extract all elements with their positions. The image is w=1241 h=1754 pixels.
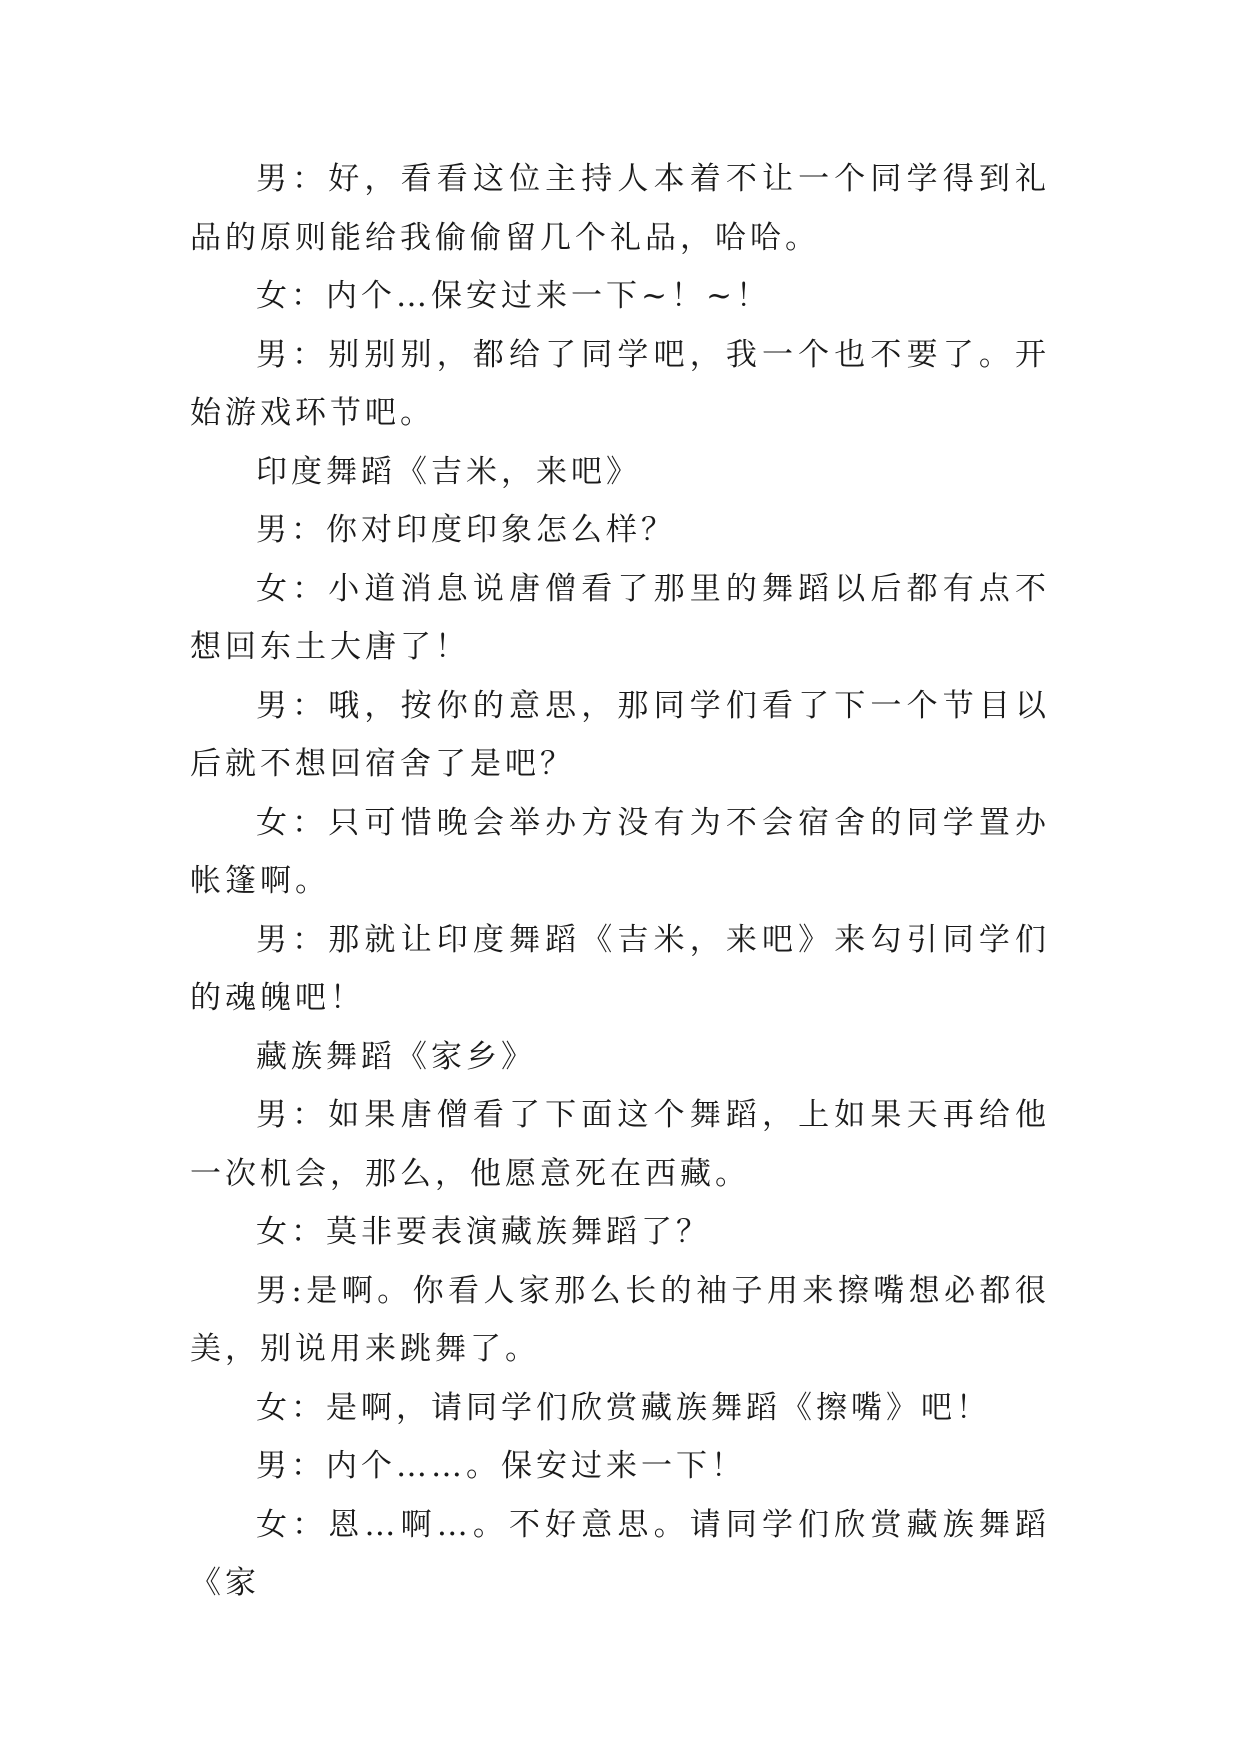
dialogue-paragraph: 男：哦，按你的意思，那同学们看了下一个节目以后就不想回宿舍了是吧？ xyxy=(190,687,1050,782)
dialogue-paragraph: 男：你对印度印象怎么样？ xyxy=(256,512,676,548)
dialogue-paragraph: 女：内个…保安过来一下~！~！ xyxy=(256,278,771,314)
dialogue-paragraph: 女：是啊，请同学们欣赏藏族舞蹈《擦嘴》吧！ xyxy=(256,1389,991,1426)
dialogue-paragraph: 女：莫非要表演藏族舞蹈了？ xyxy=(256,1214,711,1250)
program-title: 藏族舞蹈《家乡》 xyxy=(256,1038,536,1075)
dialogue-paragraph: 男：好，看看这位主持人本着不让一个同学得到礼品的原则能给我偷偷留几个礼品，哈哈。 xyxy=(190,161,1050,256)
dialogue-paragraph: 男：如果唐僧看了下面这个舞蹈，上如果天再给他一次机会，那么，他愿意死在西藏。 xyxy=(190,1097,1050,1192)
dialogue-paragraph: 男：内个……。保安过来一下！ xyxy=(256,1448,746,1484)
dialogue-paragraph: 女：小道消息说唐僧看了那里的舞蹈以后都有点不想回东土大唐了！ xyxy=(190,570,1050,665)
dialogue-paragraph: 女：只可惜晚会举办方没有为不会宿舍的同学置办帐篷啊。 xyxy=(190,804,1050,899)
dialogue-paragraph: 男：别别别，都给了同学吧，我一个也不要了。开始游戏环节吧。 xyxy=(190,336,1050,431)
dialogue-paragraph: 男：那就让印度舞蹈《吉米，来吧》来勾引同学们的魂魄吧！ xyxy=(190,921,1050,1016)
program-title: 印度舞蹈《吉米，来吧》 xyxy=(256,453,641,490)
dialogue-paragraph: 男:是啊。你看人家那么长的袖子用来擦嘴想必都很美，别说用来跳舞了。 xyxy=(190,1272,1050,1367)
dialogue-paragraph: 女：恩…啊…。不好意思。请同学们欣赏藏族舞蹈《家 xyxy=(190,1506,1050,1601)
document-page xyxy=(190,150,1050,1613)
